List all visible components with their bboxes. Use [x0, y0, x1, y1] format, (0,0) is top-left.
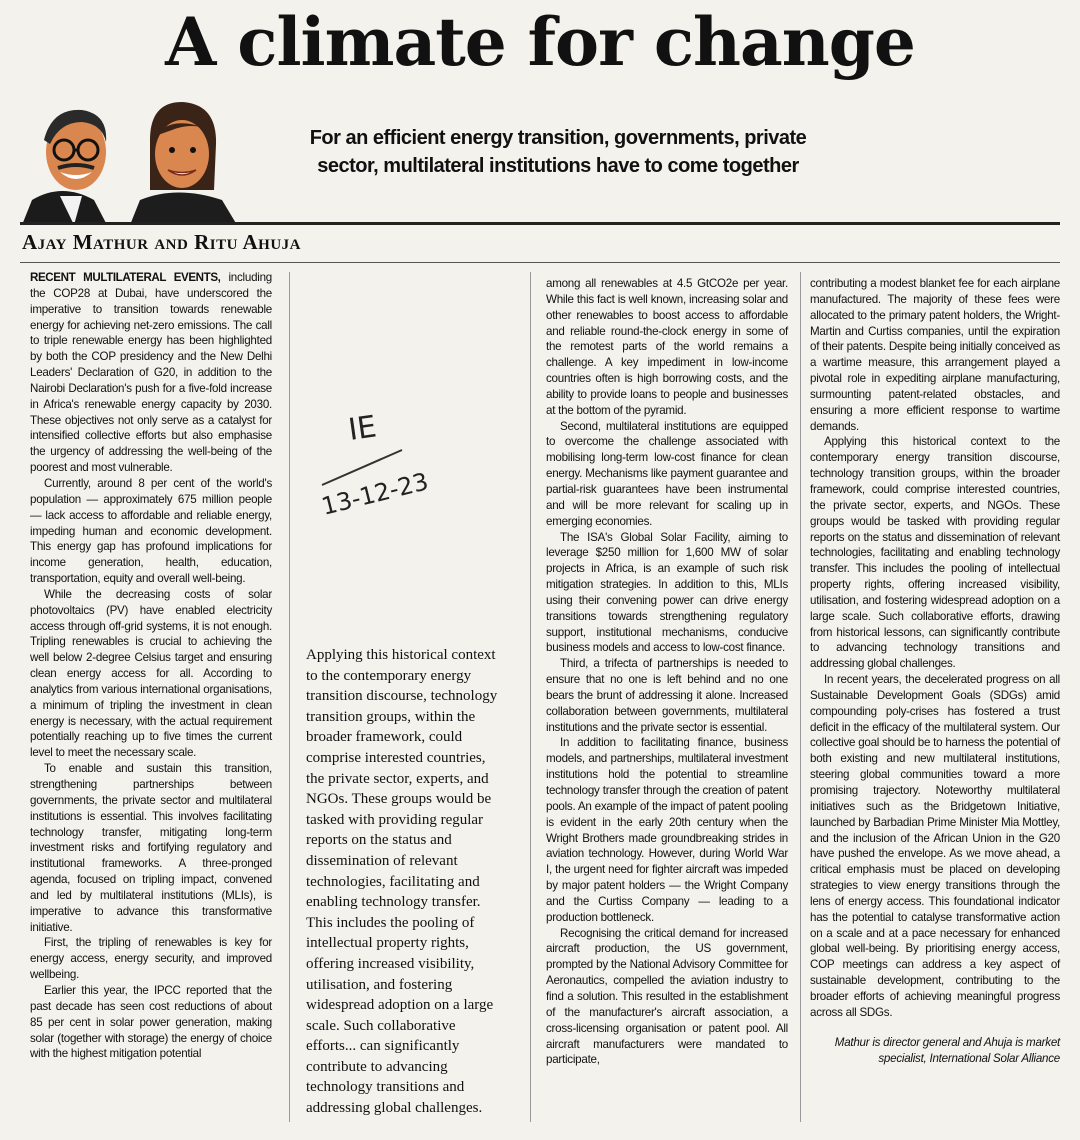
paragraph: Recognising the critical demand for increased aircraft production, the US government, prompted by the National Advisory Committee for Aeronautics, compelled the aviation industry to find a solution. This resulted in the establishment of the manufacturer's aircraft association, a cross-licensing organisation or patent pool. All aircraft manufacturers were mandated to participate,	[546, 926, 788, 1067]
paragraph-text: including the COP28 at Dubai, have underscored the imperative to transition towards renewable energy for achieving net-zero emissions. The call to triple renewable energy has been highlighted by both the COP presidency and the New Delhi Leaders' Declaration of G20, in addition to the Nairobi Declaration's push for a five-fold increase in Africa's renewable energy capacity by 2030. These objectives not only serve as a catalyst for intensified collective efforts but also emphasise the urgency of addressing the well-being of the poorest and most vulnerable.	[30, 271, 272, 475]
portrait-ajay-mathur	[22, 110, 107, 225]
byline: Ajay Mathur and Ritu Ahuja	[22, 230, 302, 254]
paragraph: among all renewables at 4.5 GtCO2e per year. While this fact is well known, increasing solar and other renewables to boost access to affordable and reliable round-the-clock energy in some of the remotest parts of the world remains a challenge. A key impediment in low-income countries often is high borrowing costs, and the ability to provide loans to people and businesses at the bottom of the pyramid.	[546, 277, 788, 417]
article-column-3	[546, 276, 788, 1068]
annotation-initials: IE	[346, 409, 379, 448]
paragraph: Currently, around 8 per cent of the world's population — approximately 675 million people — lack access to affordable and reliable energy, impeding human and economic development. This energy gap has profound implications for income generation, health, education, transportation, equity and overall well-being.	[30, 476, 272, 586]
lead-in: RECENT MULTILATERAL EVENTS,	[30, 271, 221, 284]
author-portraits	[22, 100, 257, 225]
paragraph: In recent years, the decelerated progress on all Sustainable Development Goals (SDGs) amid compounding poly-crises has fostered a trust deficit in the efficacy of the multilateral system. Our collective goal should be to harness the potential of both existing and new multilateral institutions, steering global communities toward a more promising trajectory. Noteworthy multilateral initiatives such as the Bridgetown Initiative, launched by Barbadian Prime Minister Mia Mottley, and the inclusion of the African Union in the G20 have pushed the envelope. As we move ahead, a critical emphasis must be placed on developing strategies to view energy transitions through the lens of energy access. This foundational indicator has the potential to catalyse transformative action on a scale and at a pace necessary for enhanced global well-being. By prioritising energy access, COP meetings can address a key aspect of sustainable development, contributing to the broader efforts of achieving meaningful progress across all SDGs.	[810, 673, 1060, 1019]
standfirst: For an efficient energy transition, governments, private sector, multilateral institutions have to come together	[309, 127, 807, 177]
column-separator	[289, 272, 290, 1122]
author-signoff: Mathur is director general and Ahuja is market specialist, International Solar Alliance	[834, 1035, 1060, 1065]
paragraph: Earlier this year, the IPCC reported that the past decade has seen cost reductions of about 85 per cent in solar power generation, making solar (together with storage) the energy of choice with the highest mitigation potential	[30, 983, 272, 1061]
byline-rule	[20, 262, 1060, 263]
handwritten-date-annotation	[310, 390, 470, 540]
paragraph: In addition to facilitating finance, business models, and partnerships, multilateral investment institutions hold the potential to streamline technology transfer through the creation of patent pools. An example of the impact of patent pooling is evident in the early 20th century when the Wright Brothers made groundbreaking strides in aviation technology. However, during World War I, the urgent need for fighter aircraft was impeded by major patent holders — the Wright Company and the Curtiss Company — leading to a production bottleneck.	[546, 736, 788, 924]
paragraph: To enable and sustain this transition, strengthening partnerships between governments, the private sector and multilateral institutions is essential. This involves facilitating technology transfer, mitigating long-term investment risks and fortifying regulatory and institutional frameworks. A three-pronged agenda, focused on tripling impact, convened and led by multilateral institutions (MLIs), is imperative to advance this transformative initiative.	[30, 762, 272, 934]
column-separator	[800, 272, 801, 1122]
top-rule	[20, 222, 1060, 225]
paragraph: First, the tripling of renewables is key for energy access, energy security, and improved wellbeing.	[30, 936, 272, 982]
paragraph: Second, multilateral institutions are equipped to overcome the challenge associated with mobilising long-term low-cost finance for clean energy. Mechanisms like payment guarantee and partial-risk guarantees have been instrumental and will be more relevant for scaling up in emerging economies.	[546, 419, 788, 528]
paragraph: The ISA's Global Solar Facility, aiming to leverage $250 million for 1,600 MW of solar projects in Africa, is an example of such risk mitigation strategies. In addition to this, MLIs using their convening power can drive energy transitions towards strengthening regulatory support, institutional mechanisms, conducive business models and access to low-cost finance.	[546, 530, 788, 655]
paragraph: Third, a trifecta of partnerships is needed to ensure that no one is left behind and no one bears the brunt of addressing it alone. Increased collaboration between governments, multilateral institutions and the private sector is essential.	[546, 657, 788, 734]
column-separator	[530, 272, 531, 1122]
paragraph: Applying this historical context to the contemporary energy transition discourse, technology transition groups, within the broader framework, could comprise interested countries, the private sector, experts, and NGOs. These groups would be tasked with providing regular reports on the status and dissemination of relevant technologies, facilitating and enabling technology transfer. This includes the pooling of intellectual property rights, offering increased visibility, utilisation, and fostering widespread adoption on a large scale. Such collaborative efforts, drawing from historical lessons, can significantly contribute to advancing technology transitions and addressing global challenges.	[810, 435, 1060, 671]
portrait-ritu-ahuja	[130, 102, 237, 225]
annotation-date: 13-12-23	[318, 467, 432, 521]
headline: A climate for change	[165, 3, 915, 81]
pull-quote-text: Applying this historical context to the contemporary energy transition discourse, technology transition groups, within the broader framework, could comprise interested countries, the private sector, experts, and NGOs. These groups would be tasked with providing regular reports on the status and dissemination of relevant technologies, facilitating and enabling technology transfer. This includes the pooling of intellectual property rights, offering increased visibility, utilisation, and fostering widespread adoption on a large scale. Such collaborative efforts... can significantly contribute to advancing technology transitions and addressing global challenges.	[306, 647, 498, 1117]
pull-quote	[306, 645, 506, 1119]
paragraph	[30, 270, 272, 476]
paragraph: contributing a modest blanket fee for each airplane manufactured. The majority of these fees were allocated to the primary patent holders, the Wright-Martin and Curtiss companies, until the expiration of their patents. Despite being initially conceived as a wartime measure, this arrangement played a pivotal role in expediting airplane manufacturing, surmounting patent-related obstacles, and ensuring a more efficient response to wartime demands.	[810, 277, 1060, 433]
article-column-1	[30, 270, 272, 1062]
paragraph: While the decreasing costs of solar photovoltaics (PV) have enabled electricity access through off-grid systems, it is not enough. Tripling renewables is crucial to achieving the well below 2-degree Celsius target and ensuring clean energy access for all. According to analytics from various international organisations, a minimum of tripling the investment in clean energy is necessary, with the actual requirement potentially reaching up to five times the current level to meet the necessary scale.	[30, 587, 272, 760]
article-column-4	[810, 276, 1060, 1066]
